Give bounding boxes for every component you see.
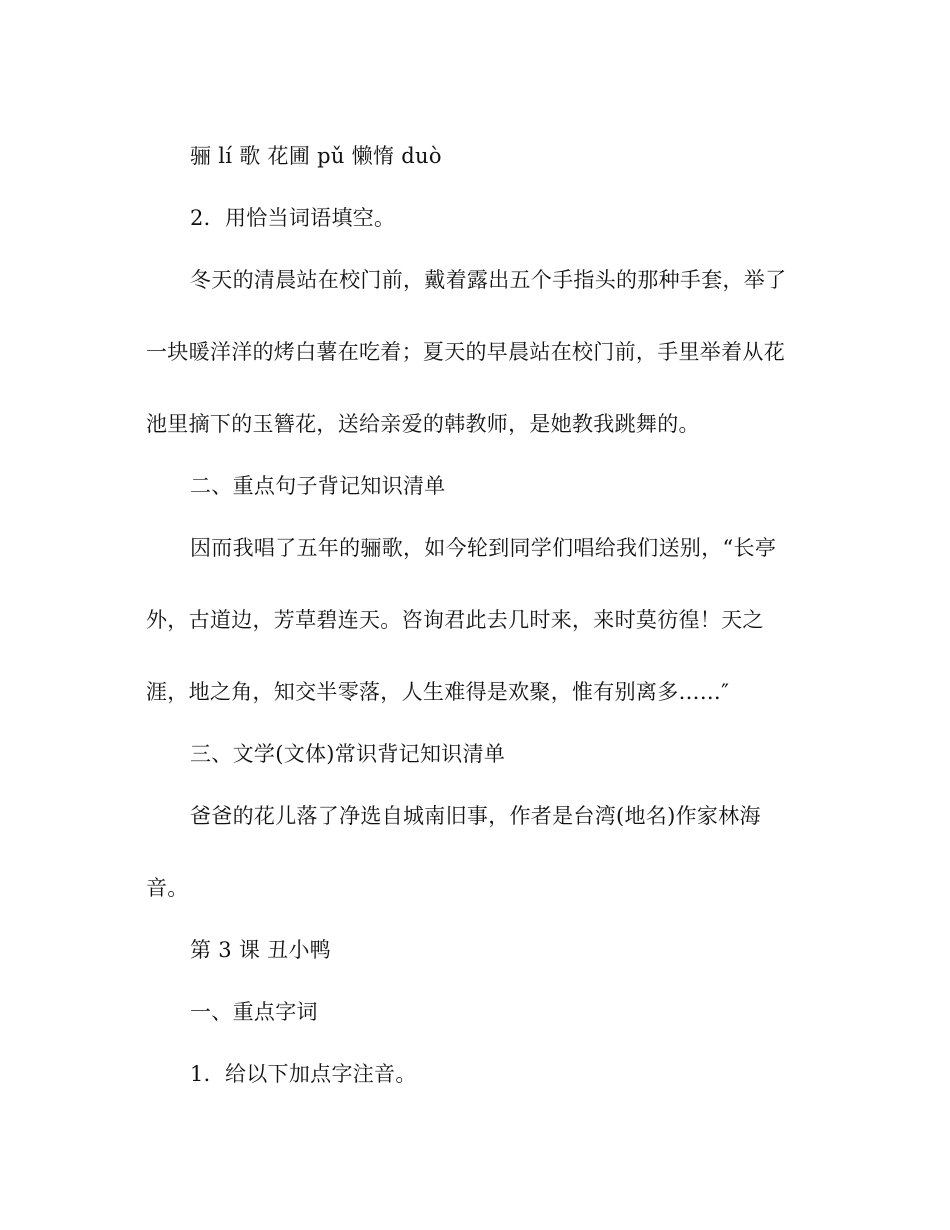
section-heading-literary-knowledge: 三、文学(文体)常识背记知识清单 (190, 742, 506, 766)
paragraph-line: 池里摘下的玉簪花，送给亲爱的韩教师，是她教我跳舞的。 (146, 412, 700, 436)
section-heading-key-words: 一、重点字词 (190, 1000, 318, 1024)
exercise-heading-fill-words: 2．用恰当词语填空。 (190, 206, 396, 230)
paragraph-line: 因而我唱了五年的骊歌，如今轮到同学们唱给我们送别，“长亭 (190, 536, 777, 560)
paragraph-line: 涯，地之角，知交半零落，人生难得是欢聚，惟有别离多……″ (146, 680, 730, 704)
pinyin-vocab-line: 骊 lí 歌 花圃 pǔ 懒惰 duò (190, 144, 442, 168)
paragraph-line: 冬天的清晨站在校门前，戴着露出五个手指头的那种手套，举了 (190, 268, 787, 292)
paragraph-line: 外，古道边，芳草碧连天。咨询君此去几时来，来时莫彷徨！天之 (146, 608, 764, 632)
exercise-heading-pinyin: 1．给以下加点字注音。 (190, 1062, 417, 1086)
paragraph-line: 爸爸的花儿落了净选自城南旧事，作者是台湾(地名)作家林海 (190, 804, 761, 828)
lesson-title: 第 3 课 丑小鸭 (190, 938, 332, 962)
section-heading-key-sentences: 二、重点句子背记知识清单 (190, 474, 446, 498)
paragraph-line: 一块暖洋洋的烤白薯在吃着；夏天的早晨站在校门前，手里举着从花 (146, 340, 785, 364)
paragraph-line: 音。 (146, 876, 189, 900)
